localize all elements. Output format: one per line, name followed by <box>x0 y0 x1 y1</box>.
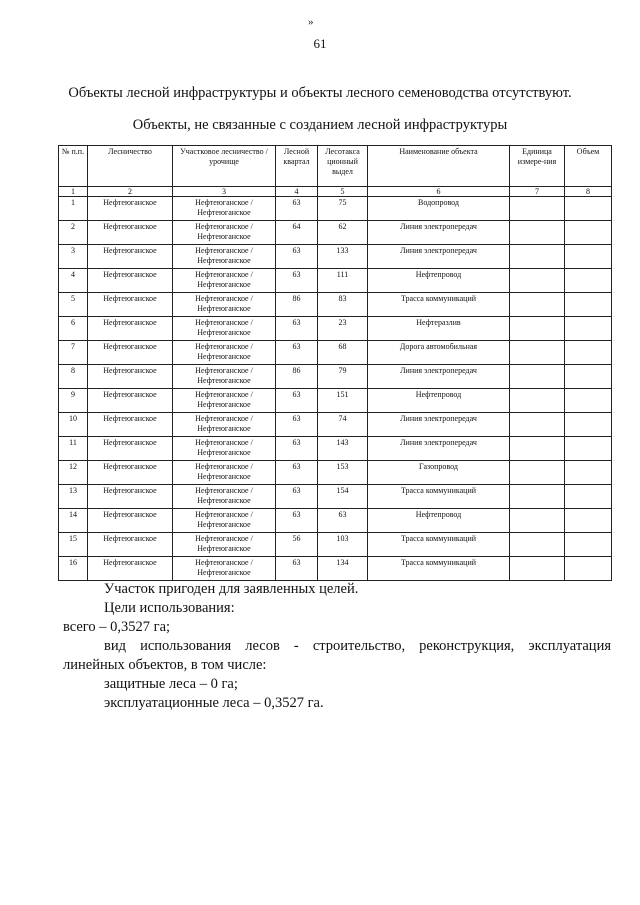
purpose-heading: Цели использования: <box>104 600 235 616</box>
table-cell: Нефтеюганское <box>88 293 173 317</box>
table-cell: 151 <box>318 389 368 413</box>
table-cell <box>510 437 565 461</box>
table-row <box>59 509 612 533</box>
table-cell: Нефтеюганское <box>88 221 173 245</box>
protective-forest-text: защитные леса – 0 га; <box>104 676 238 692</box>
table-cell: Нефтепровод <box>368 269 510 293</box>
table-cell: Дорога автомобильная <box>368 341 510 365</box>
table-cell: Нефтеюганское <box>88 557 173 581</box>
table-cell: Нефтеразлив <box>368 317 510 341</box>
table-cell: Нефтеюганское <box>88 341 173 365</box>
table-row <box>59 269 612 293</box>
table-cell: 79 <box>318 365 368 389</box>
table-cell: Нефтеюганское / Нефтеюганское <box>173 461 276 485</box>
table-row <box>59 413 612 437</box>
column-number: 3 <box>173 187 276 197</box>
table-cell: 63 <box>276 413 318 437</box>
table-row <box>59 365 612 389</box>
column-number: 2 <box>88 187 173 197</box>
column-header: Лесотакса ционный выдел <box>318 146 368 187</box>
table-cell: Нефтеюганское <box>88 437 173 461</box>
table-cell: Газопровод <box>368 461 510 485</box>
table-cell: 111 <box>318 269 368 293</box>
scan-mark: » <box>308 16 314 28</box>
column-number-row <box>59 187 612 197</box>
column-header: Участковое лесничество / урочище <box>173 146 276 187</box>
table-cell <box>565 509 612 533</box>
table-cell <box>565 317 612 341</box>
suitability-text: Участок пригоден для заявленных целей. <box>104 581 359 597</box>
table-cell: 63 <box>276 341 318 365</box>
table-cell: 4 <box>59 269 88 293</box>
table-cell: Линия электропередач <box>368 437 510 461</box>
table-cell <box>565 485 612 509</box>
table-cell: Нефтеюганское / Нефтеюганское <box>173 245 276 269</box>
table-cell: 134 <box>318 557 368 581</box>
table-cell <box>565 293 612 317</box>
table-cell: 62 <box>318 221 368 245</box>
total-area-text: всего – 0,3527 га; <box>63 619 171 635</box>
column-number: 7 <box>510 187 565 197</box>
table-cell: 63 <box>276 437 318 461</box>
table-cell <box>565 389 612 413</box>
table-cell: Нефтеюганское <box>88 389 173 413</box>
column-header: Лесничество <box>88 146 173 187</box>
table-cell: 68 <box>318 341 368 365</box>
table-cell: 13 <box>59 485 88 509</box>
table-header-row <box>59 146 612 187</box>
table-title: Объекты, не связанные с созданием лесной инфраструктуры <box>132 117 508 133</box>
table-cell: Нефтеюганское / Нефтеюганское <box>173 269 276 293</box>
table-cell: 74 <box>318 413 368 437</box>
table-row <box>59 317 612 341</box>
table-row <box>59 341 612 365</box>
table-cell: 1 <box>59 197 88 221</box>
table-cell <box>565 245 612 269</box>
table-cell: 63 <box>276 197 318 221</box>
table-cell: 64 <box>276 221 318 245</box>
table-cell: Нефтепровод <box>368 389 510 413</box>
table-row <box>59 245 612 269</box>
table-cell <box>510 245 565 269</box>
table-cell <box>510 197 565 221</box>
column-header: № п.п. <box>59 146 88 187</box>
table-cell: Трасса коммуникаций <box>368 485 510 509</box>
objects-table <box>58 145 612 581</box>
table-cell: Нефтеюганское / Нефтеюганское <box>173 341 276 365</box>
table-cell <box>565 533 612 557</box>
table-cell <box>510 221 565 245</box>
column-number: 6 <box>368 187 510 197</box>
table-row <box>59 461 612 485</box>
table-cell: Нефтепровод <box>368 509 510 533</box>
table-cell: 75 <box>318 197 368 221</box>
table-cell: 8 <box>59 365 88 389</box>
table-cell: 143 <box>318 437 368 461</box>
table-cell: Трасса коммуникаций <box>368 293 510 317</box>
table-cell: Нефтеюганское / Нефтеюганское <box>173 557 276 581</box>
table-cell <box>510 389 565 413</box>
table-cell: 86 <box>276 365 318 389</box>
table-cell <box>510 461 565 485</box>
column-header: Объем <box>565 146 612 187</box>
table-cell: Нефтеюганское / Нефтеюганское <box>173 365 276 389</box>
table-cell: Нефтеюганское <box>88 317 173 341</box>
table-cell: Трасса коммуникаций <box>368 533 510 557</box>
infrastructure-statement: Объекты лесной инфраструктуры и объекты лесного семеноводства отсутствуют. <box>68 85 572 101</box>
table-cell: Нефтеюганское <box>88 269 173 293</box>
table-row <box>59 485 612 509</box>
table-cell: 23 <box>318 317 368 341</box>
table-cell: Нефтеюганское <box>88 509 173 533</box>
table-cell: 11 <box>59 437 88 461</box>
table-cell <box>510 293 565 317</box>
table-cell <box>565 269 612 293</box>
table-cell <box>565 365 612 389</box>
table-body <box>59 197 612 581</box>
table-cell: Нефтеюганское <box>88 413 173 437</box>
table-cell: Нефтеюганское / Нефтеюганское <box>173 389 276 413</box>
table-cell <box>510 509 565 533</box>
table-cell: 2 <box>59 221 88 245</box>
table-cell: 12 <box>59 461 88 485</box>
table-row <box>59 221 612 245</box>
table-cell: Нефтеюганское / Нефтеюганское <box>173 437 276 461</box>
table-cell: 3 <box>59 245 88 269</box>
table-cell <box>510 533 565 557</box>
table-cell: 15 <box>59 533 88 557</box>
column-header: Наименование объекта <box>368 146 510 187</box>
operational-forest-text: эксплуатационные леса – 0,3527 га. <box>104 695 324 711</box>
table-cell: Нефтеюганское <box>88 485 173 509</box>
table-cell: 133 <box>318 245 368 269</box>
table-cell: Линия электропередач <box>368 245 510 269</box>
table-cell: 153 <box>318 461 368 485</box>
table-cell <box>565 437 612 461</box>
table-cell <box>565 197 612 221</box>
table-cell: 63 <box>276 509 318 533</box>
table-row <box>59 437 612 461</box>
table-cell: 63 <box>276 461 318 485</box>
table-cell: Нефтеюганское / Нефтеюганское <box>173 485 276 509</box>
table-cell: Линия электропередач <box>368 365 510 389</box>
table-cell: 6 <box>59 317 88 341</box>
table-cell <box>510 413 565 437</box>
table-cell: 154 <box>318 485 368 509</box>
table-cell <box>510 365 565 389</box>
table-cell: Нефтеюганское / Нефтеюганское <box>173 317 276 341</box>
table-cell: Нефтеюганское / Нефтеюганское <box>173 221 276 245</box>
table-row <box>59 389 612 413</box>
table-cell <box>510 557 565 581</box>
table-cell: 7 <box>59 341 88 365</box>
table-cell: Нефтеюганское / Нефтеюганское <box>173 509 276 533</box>
table-cell: 63 <box>318 509 368 533</box>
table-cell <box>565 461 612 485</box>
table-cell: Нефтеюганское / Нефтеюганское <box>173 533 276 557</box>
table-cell <box>565 557 612 581</box>
table-cell: Нефтеюганское <box>88 245 173 269</box>
table-cell: Линия электропередач <box>368 221 510 245</box>
table-cell: Нефтеюганское / Нефтеюганское <box>173 197 276 221</box>
table-cell: 63 <box>276 485 318 509</box>
table-cell: Водопровод <box>368 197 510 221</box>
table-cell: Трасса коммуникаций <box>368 557 510 581</box>
table-cell: Нефтеюганское <box>88 197 173 221</box>
table-cell <box>510 485 565 509</box>
table-cell <box>510 341 565 365</box>
table-row <box>59 533 612 557</box>
table-cell: Нефтеюганское <box>88 533 173 557</box>
table-row <box>59 557 612 581</box>
table-cell <box>510 317 565 341</box>
table-cell: 5 <box>59 293 88 317</box>
table-cell <box>565 221 612 245</box>
column-header: Единица измере-ния <box>510 146 565 187</box>
table-cell: Нефтеюганское / Нефтеюганское <box>173 413 276 437</box>
table-cell: 63 <box>276 389 318 413</box>
table-cell: 9 <box>59 389 88 413</box>
table-row <box>59 293 612 317</box>
table-cell: 14 <box>59 509 88 533</box>
table-cell <box>510 269 565 293</box>
table-cell: Линия электропередач <box>368 413 510 437</box>
table-cell: 56 <box>276 533 318 557</box>
table-cell: 103 <box>318 533 368 557</box>
column-header: Лесной квартал <box>276 146 318 187</box>
table-cell: 86 <box>276 293 318 317</box>
table-cell <box>565 413 612 437</box>
table-row <box>59 197 612 221</box>
column-number: 4 <box>276 187 318 197</box>
table-cell: Нефтеюганское / Нефтеюганское <box>173 293 276 317</box>
column-number: 5 <box>318 187 368 197</box>
table-cell: 63 <box>276 245 318 269</box>
table-cell: 10 <box>59 413 88 437</box>
table-cell: 83 <box>318 293 368 317</box>
column-number: 8 <box>565 187 612 197</box>
table-cell: 63 <box>276 269 318 293</box>
usage-type-text: вид использования лесов - строительство, реконструкция, эксплуатация линейных объектов, в том числе: <box>63 638 611 673</box>
table-cell: Нефтеюганское <box>88 365 173 389</box>
column-number: 1 <box>59 187 88 197</box>
table-cell: 63 <box>276 317 318 341</box>
page-number: 61 <box>313 36 327 51</box>
table-cell <box>565 341 612 365</box>
table-cell: 63 <box>276 557 318 581</box>
table-cell: 16 <box>59 557 88 581</box>
table-cell: Нефтеюганское <box>88 461 173 485</box>
